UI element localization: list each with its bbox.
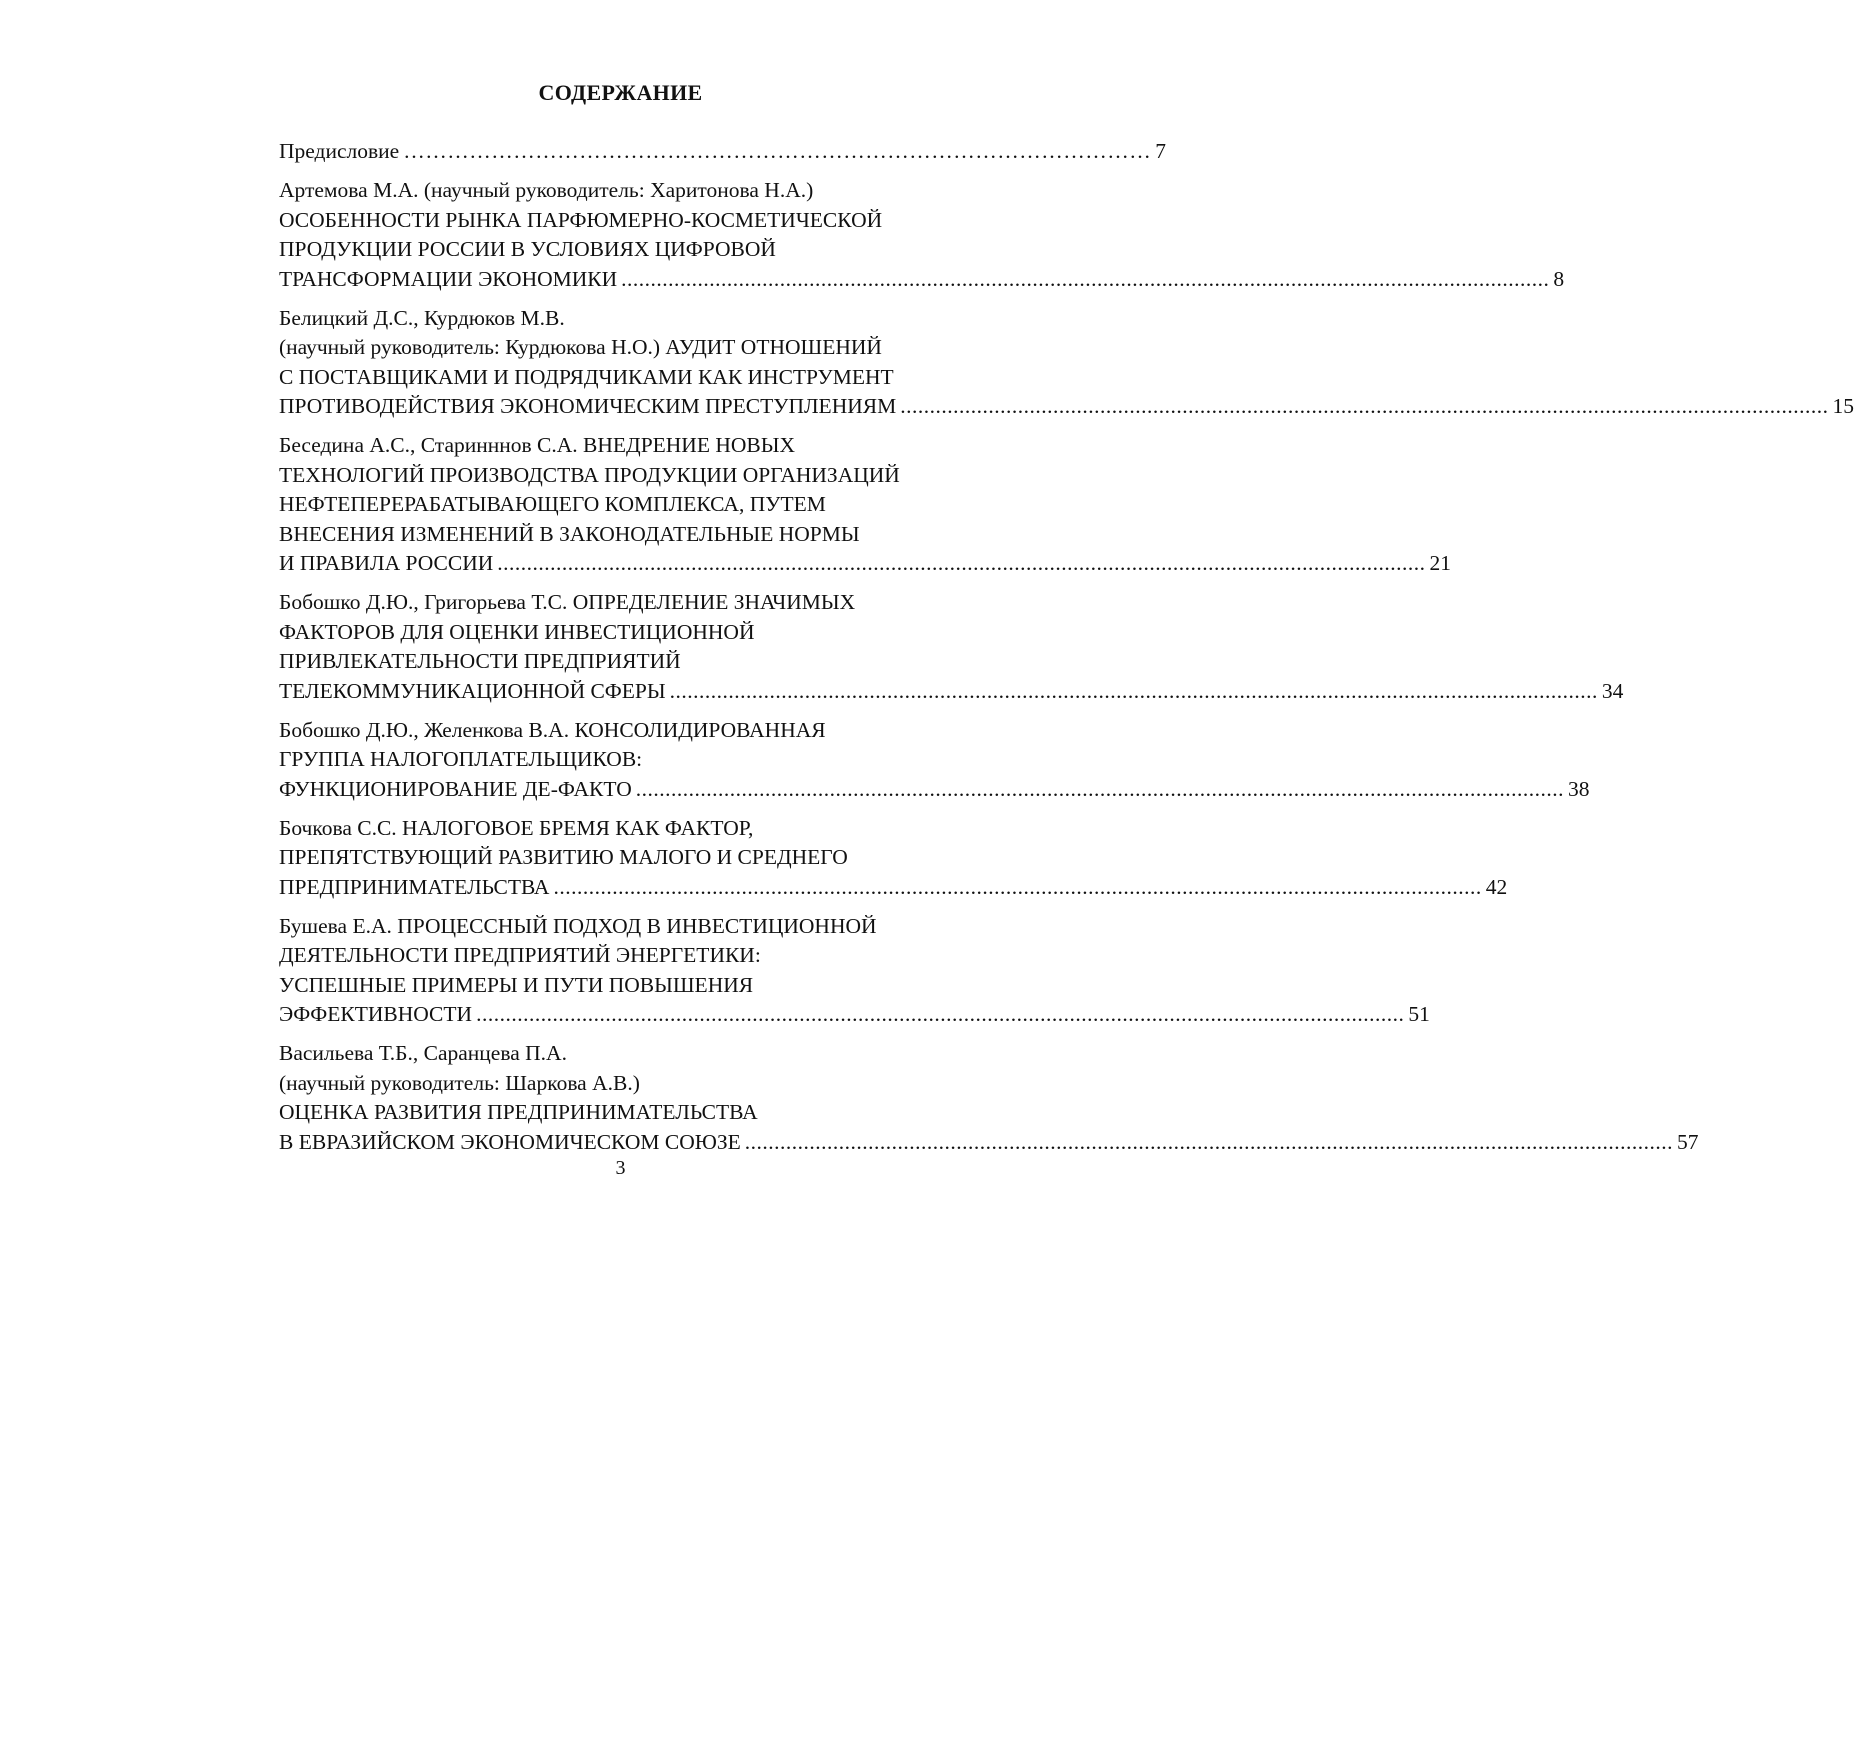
toc-page-number: 57 <box>1677 1129 1699 1154</box>
toc-entry-text: ЭФФЕКТИВНОСТИ <box>279 1002 473 1026</box>
toc-page-number: 34 <box>1601 678 1624 703</box>
toc-page-number: 7 <box>1155 139 1166 163</box>
toc-page-number: 38 <box>1567 776 1590 801</box>
toc-entry-line: ТЕХНОЛОГИЙ ПРОИЗВОДСТВА ПРОДУКЦИИ ОРГАНИЗАЦИЙ <box>279 462 900 487</box>
toc-page-number: 51 <box>1408 1002 1430 1026</box>
toc-entry-line: Белицкий Д.С., Курдюков М.В. <box>279 305 565 330</box>
toc-entry <box>279 716 1590 805</box>
dot-leader: .............................................................................................................................................................. <box>669 678 1598 703</box>
toc-entry <box>279 912 1430 1030</box>
toc-entry <box>279 588 1624 706</box>
toc-entry <box>279 137 1166 167</box>
toc-entry-last-line <box>279 137 1166 167</box>
toc-entry-text: В ЕВРАЗИЙСКОМ ЭКОНОМИЧЕСКОМ СОЮЗЕ <box>279 1129 741 1154</box>
toc-entry-line: Бушева Е.А. ПРОЦЕССНЫЙ ПОДХОД В ИНВЕСТИЦИОННОЙ <box>279 913 877 938</box>
toc-entry-text: ПРЕДПРИНИМАТЕЛЬСТВА <box>279 874 550 899</box>
dot-leader: ………………………………………………………………………………………… <box>403 139 1152 163</box>
toc-entry-line: Бобошко Д.Ю., Желенкова В.А. КОНСОЛИДИРОВАННАЯ <box>279 717 826 742</box>
dot-leader: .............................................................................................................................................................. <box>497 551 1426 575</box>
toc-entry-line: ОСОБЕННОСТИ РЫНКА ПАРФЮМЕРНО-КОСМЕТИЧЕСКОЙ <box>279 207 883 232</box>
toc-entry-last-line <box>279 677 1624 707</box>
toc-entry-line: Бобошко Д.Ю., Григорьева Т.С. ОПРЕДЕЛЕНИЕ ЗНАЧИМЫХ <box>279 590 856 614</box>
toc-entry-last-line <box>279 549 1452 579</box>
toc-entry-line: ПРЕПЯТСТВУЮЩИЙ РАЗВИТИЮ МАЛОГО И СРЕДНЕГО <box>279 845 848 869</box>
dot-leader: .............................................................................................................................................................. <box>744 1129 1673 1154</box>
toc-entry-last-line <box>279 265 1565 295</box>
dot-leader: .............................................................................................................................................................. <box>553 874 1482 899</box>
toc-page-number: 15 <box>1832 394 1854 418</box>
page-title: СОДЕРЖАНИЕ <box>538 80 703 105</box>
toc-entry-line: ПРИВЛЕКАТЕЛЬНОСТИ ПРЕДПРИЯТИЙ <box>279 649 681 673</box>
dot-leader: .............................................................................................................................................................. <box>621 266 1550 291</box>
toc-entry-line: (научный руководитель: Курдюкова Н.О.) АУДИТ ОТНОШЕНИЙ <box>279 335 882 359</box>
toc-entry-line: Васильева Т.Б., Саранцева П.А. <box>279 1041 567 1065</box>
toc-entry <box>279 176 1565 294</box>
toc-entry-text: ФУНКЦИОНИРОВАНИЕ ДЕ-ФАКТО <box>279 776 632 801</box>
toc-entry-last-line <box>279 392 1854 422</box>
toc-entry-line: ВНЕСЕНИЯ ИЗМЕНЕНИЙ В ЗАКОНОДАТЕЛЬНЫЕ НОРМЫ <box>279 521 860 546</box>
toc-entry-last-line <box>279 1128 1699 1158</box>
toc-page-number: 21 <box>1429 551 1452 575</box>
toc-entry-line: Бочкова С.С. НАЛОГОВОЕ БРЕМЯ КАК ФАКТОР, <box>279 815 754 840</box>
dot-leader: .............................................................................................................................................................. <box>900 394 1829 418</box>
toc-entry-last-line <box>279 873 1508 903</box>
toc-entry <box>279 304 1854 422</box>
toc-entry <box>279 431 1452 579</box>
toc-page-number: 42 <box>1485 874 1508 899</box>
toc-entry-line: ОЦЕНКА РАЗВИТИЯ ПРЕДПРИНИМАТЕЛЬСТВА <box>279 1100 758 1124</box>
toc-entry-text: ПРОТИВОДЕЙСТВИЯ ЭКОНОМИЧЕСКИМ ПРЕСТУПЛЕНИЯМ <box>279 394 897 418</box>
toc-entry-line: С ПОСТАВЩИКАМИ И ПОДРЯДЧИКАМИ КАК ИНСТРУМЕНТ <box>279 364 894 389</box>
toc-page-number: 8 <box>1553 266 1565 291</box>
toc-entry-last-line <box>279 775 1590 805</box>
toc-entry-line: ГРУППА НАЛОГОПЛАТЕЛЬЩИКОВ: <box>279 747 643 771</box>
toc-entry-text: Предисловие <box>279 139 400 163</box>
dot-leader: .............................................................................................................................................................. <box>476 1002 1405 1026</box>
toc-entry-line: НЕФТЕПЕРЕРАБАТЫВАЮЩЕГО КОМПЛЕКСА, ПУТЕМ <box>279 492 826 516</box>
page-number: 3 <box>615 1157 626 1179</box>
toc-entry-line: Беседина А.С., Старинннов С.А. ВНЕДРЕНИЕ НОВЫХ <box>279 433 796 457</box>
toc-entry-line: УСПЕШНЫЕ ПРИМЕРЫ И ПУТИ ПОВЫШЕНИЯ <box>279 972 754 997</box>
dot-leader: .............................................................................................................................................................. <box>635 776 1564 801</box>
toc-entry-line: ДЕЯТЕЛЬНОСТИ ПРЕДПРИЯТИЙ ЭНЕРГЕТИКИ: <box>279 943 761 967</box>
toc-entry <box>279 814 1508 903</box>
toc-entry-line: ПРОДУКЦИИ РОССИИ В УСЛОВИЯХ ЦИФРОВОЙ <box>279 237 776 261</box>
toc-entry-line: (научный руководитель: Шаркова А.В.) <box>279 1070 640 1095</box>
toc-entry-line: ФАКТОРОВ ДЛЯ ОЦЕНКИ ИНВЕСТИЦИОННОЙ <box>279 619 755 644</box>
toc-entry-text: ТРАНСФОРМАЦИИ ЭКОНОМИКИ <box>279 266 618 291</box>
toc-entry <box>279 1039 1699 1157</box>
toc-entry-text: И ПРАВИЛА РОССИИ <box>279 551 494 575</box>
toc-entry-line: Артемова М.А. (научный руководитель: Харитонова Н.А.) <box>279 178 814 202</box>
toc-entry-text: ТЕЛЕКОММУНИКАЦИОННОЙ СФЕРЫ <box>279 678 666 703</box>
toc-entry-last-line <box>279 1000 1430 1030</box>
table-of-contents <box>279 137 1854 1167</box>
